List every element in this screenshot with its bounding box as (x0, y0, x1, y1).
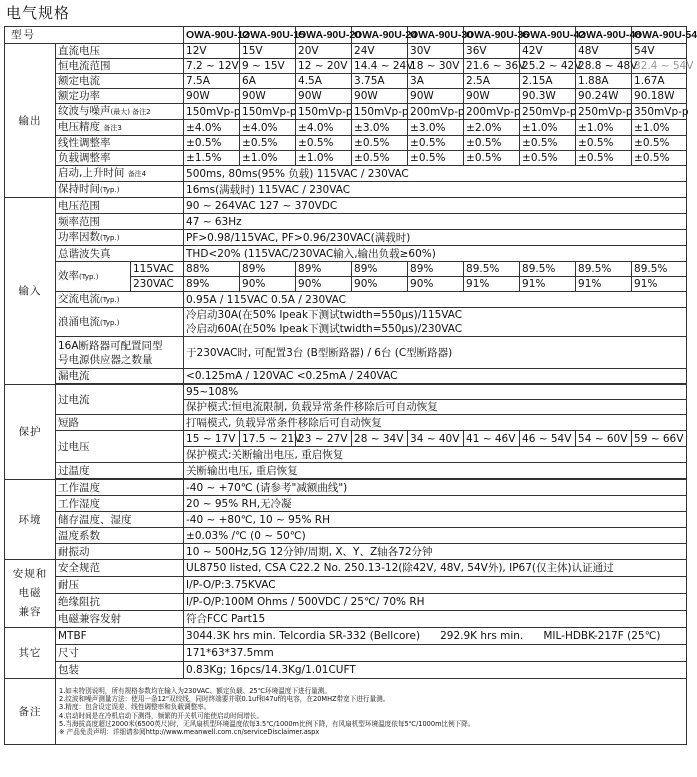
cell: 1.88A (576, 74, 632, 89)
cell: ±0.5% (576, 151, 632, 166)
section-output: 输出 (5, 44, 56, 198)
cell: 90% (408, 277, 464, 292)
cell: 25.2 ~ 42V (520, 59, 576, 74)
cell: THD<20% (115VAC/230VAC输入,输出负载≥60%) (184, 246, 687, 262)
cell: 90W (464, 89, 520, 104)
cell: 89.5% (632, 262, 687, 277)
row-label: 温度系数 (56, 528, 184, 544)
cell: 符合FCC Part15 (184, 611, 687, 628)
section-line: 兼容 (18, 606, 42, 618)
row-label: 尺寸 (56, 645, 184, 662)
cell: 0.83Kg; 16pcs/14.3Kg/1.01CUFT (184, 662, 687, 679)
cell: UL8750 listed, CSA C22.2 No. 250.13-12(除42V, 48V, 54V外), IP67(仅主体)认证通过 (184, 560, 687, 577)
row-label: 工作湿度 (56, 496, 184, 512)
row-label: 额定电流 (56, 74, 184, 89)
row-label (56, 292, 184, 308)
cond-cell: 115VAC (131, 262, 184, 277)
cell: 90W (184, 89, 240, 104)
cell: 91% (632, 277, 687, 292)
row-label: 工作温度 (56, 480, 184, 496)
cell: 90 ~ 264VAC 127 ~ 370VDC (184, 198, 687, 214)
cell: 36V (464, 44, 520, 59)
section-notes: 备注 (5, 679, 56, 745)
cell: 0.95A / 115VAC 0.5A / 230VAC (184, 292, 687, 308)
cell: ±4.0% (184, 120, 240, 136)
cell: 89.5% (576, 262, 632, 277)
cell: ±1.0% (520, 120, 576, 136)
mtbf-value: 292.9K hrs min. (440, 630, 524, 642)
cell: ±0.5% (632, 151, 687, 166)
row-label: 线性调整率 (56, 136, 184, 151)
row-label: 耐振动 (56, 544, 184, 560)
cell: ±0.5% (184, 136, 240, 151)
cell: 6A (240, 74, 296, 89)
cell: I/P-O/P:3.75KVAC (184, 577, 687, 594)
page-title: 电气规格 (6, 4, 71, 22)
cell: 41 ~ 46V (464, 431, 520, 447)
cell: 150mVp-p (184, 104, 240, 120)
row-label (56, 166, 184, 182)
section-safety-emc (5, 560, 56, 628)
cell: 89% (184, 277, 240, 292)
cell: -40 ~ +80℃, 10 ~ 95% RH (184, 512, 687, 528)
cell: 90.3W (520, 89, 576, 104)
row-label (56, 182, 184, 198)
row-label: 漏电流 (56, 369, 184, 384)
cell: 4.5A (296, 74, 352, 89)
cell: 90% (296, 277, 352, 292)
cell: ±0.5% (520, 136, 576, 151)
cell: 17.5 ~ 21V (240, 431, 296, 447)
cell: 90% (240, 277, 296, 292)
cell: 7.5A (184, 74, 240, 89)
cell: -40 ~ +70℃ (请参考"减额曲线") (184, 480, 687, 496)
section-line: 安规和 (12, 568, 48, 580)
cell: 保护模式:关断输出电压, 重启恢复 (184, 447, 687, 463)
section-input: 输入 (5, 198, 56, 385)
note-line: 1.如未特别说明，所有规格参数均在输入为230VAC、额定负载、25℃环境温度下进行量测。 (59, 686, 331, 695)
cell: 24V (352, 44, 408, 59)
mtbf-value: 3044.3K hrs min. Telcordia SR-332 (Bellcore) (186, 630, 421, 642)
note-line: ※ 产品免责声明：详细请参阅http://www.meanwell.com.cn/serviceDisclaimer.aspx (59, 728, 320, 737)
row-label-note: (Typ.) (100, 296, 120, 304)
cell: 89% (352, 262, 408, 277)
row-label-text: 交流电流 (58, 293, 100, 305)
cell: 48V (576, 44, 632, 59)
row-label (56, 262, 131, 292)
cell: 90% (352, 277, 408, 292)
model-header: OWA-90U-54 (632, 27, 687, 44)
cell: 23 ~ 27V (296, 431, 352, 447)
cell: ±1.5% (184, 151, 240, 166)
cell: 90.18W (632, 89, 687, 104)
cell: 90W (408, 89, 464, 104)
row-label: 直流电压 (56, 44, 184, 59)
cell: 16ms(满载时) 115VAC / 230VAC (184, 182, 687, 198)
row-label: 总谐波失真 (56, 246, 184, 262)
model-row (5, 27, 687, 44)
row-label-text: 功率因数 (58, 231, 100, 243)
cell: 34 ~ 40V (408, 431, 464, 447)
cell: 20 ~ 95% RH,无冷凝 (184, 496, 687, 512)
row-label-text: 启动,上升时间 (58, 167, 125, 179)
row-label-text: 纹波与噪声 (58, 105, 111, 117)
section-others: 其它 (5, 628, 56, 679)
cell: 2.15A (520, 74, 576, 89)
row-label-text: 电压精度 (58, 121, 100, 133)
cell: I/P-O/P:100M Ohms / 500VDC / 25℃/ 70% RH (184, 594, 687, 611)
cell: 250mVp-p (576, 104, 632, 120)
row-label: 频率范围 (56, 214, 184, 230)
cell: ±2.0% (464, 120, 520, 136)
model-header: OWA-90U-30 (408, 27, 464, 44)
cell: 54V (632, 44, 687, 59)
model-header: OWA-90U-20 (296, 27, 352, 44)
cell: ±0.5% (408, 136, 464, 151)
cell: 12V (184, 44, 240, 59)
cell: 于230VAC时, 可配置3台 (B型断路器) / 6台 (C型断路器) (184, 337, 687, 369)
row-label-note: 备注3 (103, 124, 122, 132)
cell: 171*63*37.5mm (184, 645, 687, 662)
row-label-text: 效率 (58, 270, 79, 282)
cell: 20V (296, 44, 352, 59)
cell: 15 ~ 17V (184, 431, 240, 447)
cond-cell: 230VAC (131, 277, 184, 292)
cell: 89% (408, 262, 464, 277)
cell: 10 ~ 500Hz,5G 12分钟/周期, X、Y、Z轴各72分钟 (184, 544, 687, 560)
cell: ±0.5% (408, 151, 464, 166)
spec-table (4, 26, 697, 745)
cell: ±0.5% (464, 136, 520, 151)
row-label: 绝缘阻抗 (56, 594, 184, 611)
cell: ±0.5% (352, 136, 408, 151)
model-header: OWA-90U-24 (352, 27, 408, 44)
row-label-note: (Typ.) (79, 273, 99, 281)
row-label (56, 337, 184, 369)
model-header: OWA-90U-15 (240, 27, 296, 44)
cell: 关断输出电压, 重启恢复 (184, 463, 687, 479)
cell: ±1.0% (576, 120, 632, 136)
cell: 54 ~ 60V (576, 431, 632, 447)
cell: 150mVp-p (240, 104, 296, 120)
cell: 打嗝模式, 负载异常条件移除后可自动恢复 (184, 415, 687, 431)
row-label: 电磁兼容发射 (56, 611, 184, 628)
cell (184, 628, 687, 645)
model-header: OWA-90U-48 (576, 27, 632, 44)
cell: 90.24W (576, 89, 632, 104)
row-label: 耐压 (56, 577, 184, 594)
cell: ±0.03% /℃ (0 ~ 50℃) (184, 528, 687, 544)
cell: 32.4 ~ 54V (632, 59, 687, 74)
cell: ±0.5% (352, 151, 408, 166)
cell: <0.125mA / 120VAC <0.25mA / 240VAC (184, 369, 687, 384)
cell: 350mVp-p (632, 104, 687, 120)
cell: 500ms, 80ms(95% 负载) 115VAC / 230VAC (184, 166, 687, 182)
cell: 21.6 ~ 36V (464, 59, 520, 74)
row-label: 过电压 (56, 431, 184, 463)
row-label: 恒电流范围 (56, 59, 184, 74)
row-label: 电压范围 (56, 198, 184, 214)
cell: 250mVp-p (520, 104, 576, 120)
row-label-text: 16A断路器可配置同型 (58, 339, 163, 352)
row-label (56, 120, 184, 136)
cell: ±0.5% (464, 151, 520, 166)
cell: ±1.0% (632, 120, 687, 136)
cell: 89.5% (520, 262, 576, 277)
row-label: 安全规范 (56, 560, 184, 577)
note-line: 3.精度：包含设定误差、线性调整率和负载调整率。 (59, 703, 211, 712)
cell: 200mVp-p (408, 104, 464, 120)
cell: 7.2 ~ 12V (184, 59, 240, 74)
cell: 90W (240, 89, 296, 104)
cell: 12 ~ 20V (296, 59, 352, 74)
row-label: 短路 (56, 415, 184, 431)
row-label (56, 308, 184, 337)
cell: 3.75A (352, 74, 408, 89)
section-line: 电磁 (18, 587, 42, 599)
cell: ±4.0% (240, 120, 296, 136)
cell: ±0.5% (632, 136, 687, 151)
model-header: OWA-90U-42 (520, 27, 576, 44)
row-label-note: (Typ.) (100, 234, 120, 242)
note-line: 5.当海拔高度超过2000米(6500英尺)时，无风扇机型环境温度依每3.5℃/1000m比例下降，有风扇机型环境温度依每5℃/1000m比例下降。 (59, 719, 475, 728)
row-label: 过电流 (56, 385, 184, 415)
cell: ±0.5% (296, 136, 352, 151)
cell: ±0.5% (576, 136, 632, 151)
cell: ±4.0% (296, 120, 352, 136)
cell: 9 ~ 15V (240, 59, 296, 74)
cell: 1.67A (632, 74, 687, 89)
cell (184, 308, 687, 337)
cell: ±3.0% (408, 120, 464, 136)
cell: PF>0.98/115VAC, PF>0.96/230VAC(满载时) (184, 230, 687, 246)
row-label-note: (最大) 备注2 (110, 108, 151, 116)
cell: 91% (520, 277, 576, 292)
row-label: 负载调整率 (56, 151, 184, 166)
row-label-text: 保持时间 (58, 183, 100, 195)
cell: 2.5A (464, 74, 520, 89)
row-label: 额定功率 (56, 89, 184, 104)
cell: 28 ~ 34V (352, 431, 408, 447)
notes-cell (56, 679, 687, 745)
row-label-note: (Typ.) (100, 186, 120, 194)
cell: 15V (240, 44, 296, 59)
cell: 30V (408, 44, 464, 59)
cell: 42V (520, 44, 576, 59)
cell: 88% (184, 262, 240, 277)
cell: 150mVp-p (352, 104, 408, 120)
cell: 200mVp-p (464, 104, 520, 120)
cell: 59 ~ 66V (632, 431, 687, 447)
cell: 91% (464, 277, 520, 292)
cell: ±1.0% (296, 151, 352, 166)
row-label (56, 230, 184, 246)
cell: 90W (296, 89, 352, 104)
section-environment: 环境 (5, 480, 56, 560)
cell: 90W (352, 89, 408, 104)
cell: ±0.5% (240, 136, 296, 151)
cell: ±1.0% (240, 151, 296, 166)
cell: ±3.0% (352, 120, 408, 136)
mtbf-value: MIL-HDBK-217F (25℃) (543, 630, 661, 642)
row-label: MTBF (56, 628, 184, 645)
note-line: 4.启动时间是在冷机启动下测得，频繁的开关机可能使启动时间增长。 (59, 711, 264, 720)
cell: 89% (240, 262, 296, 277)
cell: 95~108% (184, 385, 687, 400)
inrush-line: 冷启动30A(在50% Ipeak下测试twidth=550μs)/115VAC (186, 309, 463, 321)
cell: 91% (576, 277, 632, 292)
cell: 89% (296, 262, 352, 277)
row-label: 储存温度、湿度 (56, 512, 184, 528)
row-label: 过温度 (56, 463, 184, 479)
row-label-text: 浪涌电流 (58, 315, 100, 328)
note-line: 2.纹波和噪声测量方法：使用一条12"双绞线，同时终端要并联0.1uf和47uf的电容，在20MHZ带宽下进行量测。 (59, 694, 390, 703)
cell: 46 ~ 54V (520, 431, 576, 447)
row-label-note: 备注4 (127, 170, 147, 178)
row-label-text: 号电源供应器之数量 (58, 353, 153, 366)
section-protection: 保护 (5, 385, 56, 480)
inrush-line: 冷启动60A(在50% Ipeak下测试twidth=550μs)/230VAC (186, 323, 463, 335)
cell: 3A (408, 74, 464, 89)
row-label: 包装 (56, 662, 184, 679)
cell: 14.4 ~ 24V (352, 59, 408, 74)
cell: 89.5% (464, 262, 520, 277)
row-label (56, 104, 184, 120)
row-label-note: (Typ.) (100, 318, 120, 327)
model-header: OWA-90U-36 (464, 27, 520, 44)
cell: 150mVp-p (296, 104, 352, 120)
cell: 18 ~ 30V (408, 59, 464, 74)
model-label: 型号 (5, 27, 184, 44)
cell: 保护模式:恒电流限制, 负载异常条件移除后可自动恢复 (184, 400, 687, 415)
cell: ±0.5% (520, 151, 576, 166)
model-header: OWA-90U-12 (184, 27, 240, 44)
cell: 28.8 ~ 48V (576, 59, 632, 74)
cell: 47 ~ 63Hz (184, 214, 687, 230)
